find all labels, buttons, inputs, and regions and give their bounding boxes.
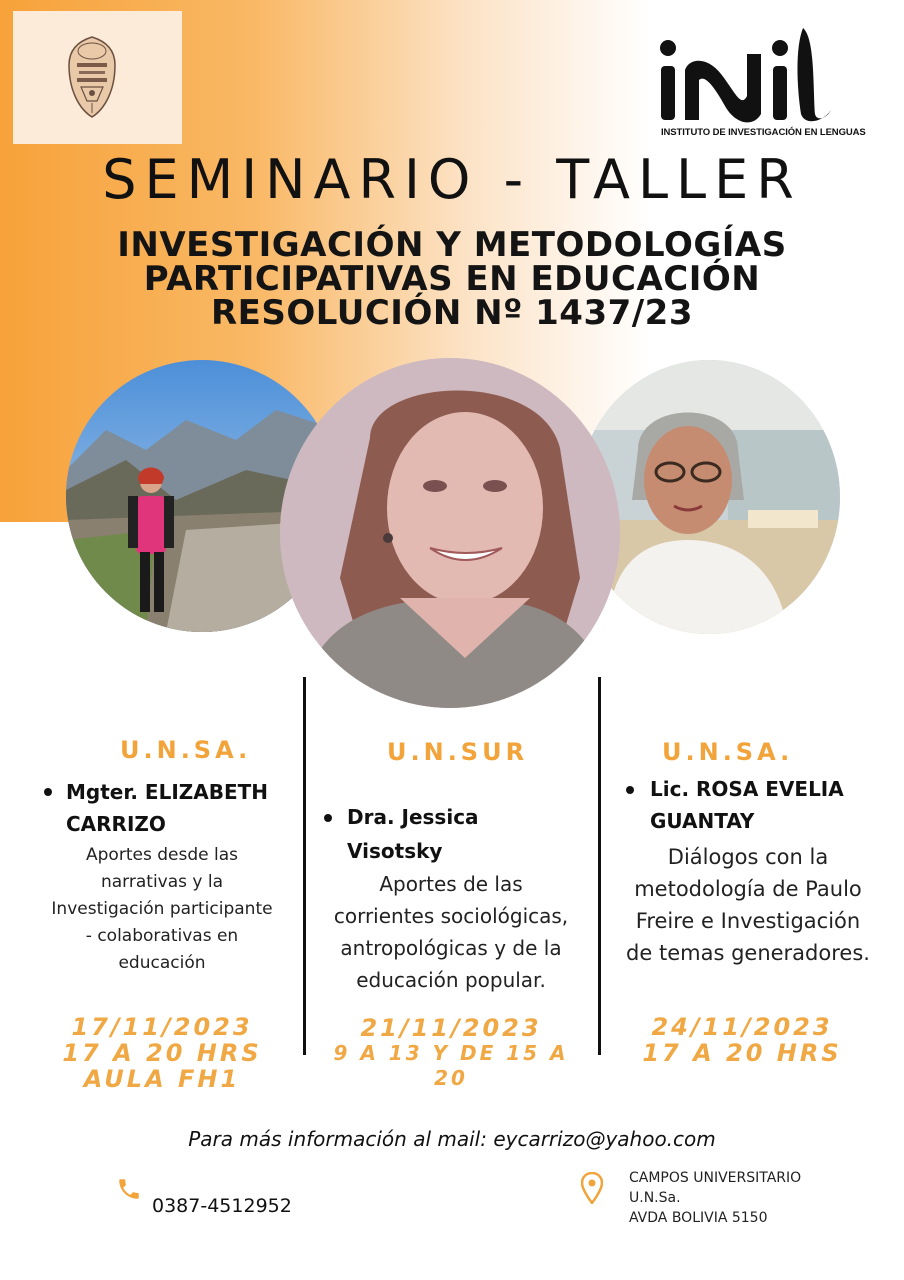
date-line: 17 A 20 HRS [62, 1039, 262, 1067]
university-label: U.N.SA. [120, 736, 252, 764]
university-label: U.N.SUR [387, 738, 529, 766]
speaker-name-line: Mgter. ELIZABETH [66, 780, 269, 804]
date-line: 21/11/2023 [360, 1014, 542, 1042]
description-line: metodología de Paulo [634, 877, 862, 901]
page-subtitle [90, 225, 814, 333]
description-line: de temas generadores. [626, 941, 870, 965]
date-line: AULA FH1 [83, 1065, 241, 1093]
description-line: Diálogos con la [667, 845, 829, 869]
speaker-name [66, 776, 268, 840]
date-line: 17/11/2023 [71, 1013, 253, 1041]
session-description [602, 841, 894, 969]
speaker-name-line: GUANTAY [650, 809, 755, 833]
speaker-photo-visotsky [280, 358, 620, 708]
phone-icon [116, 1176, 142, 1202]
speaker-name-line: Lic. ROSA EVELIA [650, 777, 844, 801]
contact-info: Para más información al mail: eycarrizo@yahoo.com [188, 1127, 716, 1151]
subtitle-line: INVESTIGACIÓN Y METODOLOGÍAS [117, 225, 787, 265]
description-line: corrientes sociológicas, [333, 904, 569, 928]
speaker-name-line: CARRIZO [66, 812, 166, 836]
speaker-name [347, 800, 479, 868]
page-title: SEMINARIO - TALLER [102, 148, 802, 211]
university-seal-icon [67, 35, 117, 119]
column-divider [598, 677, 601, 1055]
subtitle-line: PARTICIPATIVAS EN EDUCACIÓN [143, 259, 761, 299]
inil-logo-icon [655, 18, 855, 142]
bullet-icon [44, 788, 52, 796]
description-line: educación popular. [356, 968, 546, 992]
description-line: Aportes de las [379, 872, 523, 896]
speaker-name-line: Dra. Jessica [347, 805, 479, 829]
bullet-icon [626, 786, 634, 794]
date-line: 9 A 13 Y DE 15 A [333, 1041, 569, 1065]
date-line: 20 [434, 1066, 468, 1090]
date-line: 17 A 20 HRS [642, 1039, 842, 1067]
column-divider [303, 677, 306, 1055]
session-description [22, 842, 302, 977]
description-line: Investigación participante [51, 899, 273, 919]
speaker-name [650, 773, 844, 837]
session-date [602, 1014, 882, 1066]
session-description [306, 868, 596, 996]
description-line: antropológicas y de la [340, 936, 562, 960]
session-date [306, 1016, 596, 1091]
address [629, 1168, 801, 1228]
description-line: - colaborativas en [85, 926, 239, 946]
logo-caption: INSTITUTO DE INVESTIGACIÓN EN LENGUAS [661, 127, 866, 138]
phone-number: 0387-4512952 [152, 1195, 292, 1217]
address-line: U.N.Sa. [629, 1190, 681, 1206]
session-date [22, 1014, 302, 1092]
address-line: CAMPOS UNIVERSITARIO [629, 1170, 802, 1186]
address-line: AVDA BOLIVIA 5150 [629, 1210, 768, 1226]
bullet-icon [324, 814, 332, 822]
subtitle-line: RESOLUCIÓN Nº 1437/23 [211, 293, 693, 333]
description-line: Freire e Investigación [635, 909, 861, 933]
university-label: U.N.SA. [662, 738, 794, 766]
description-line: educación [118, 953, 206, 973]
description-line: Aportes desde las [86, 845, 238, 865]
description-line: narrativas y la [100, 872, 224, 892]
speaker-name-line: Visotsky [347, 839, 443, 863]
date-line: 24/11/2023 [651, 1013, 833, 1041]
university-seal-box [13, 11, 182, 144]
speaker-photo-guantay [578, 360, 840, 634]
map-pin-icon [581, 1172, 603, 1204]
